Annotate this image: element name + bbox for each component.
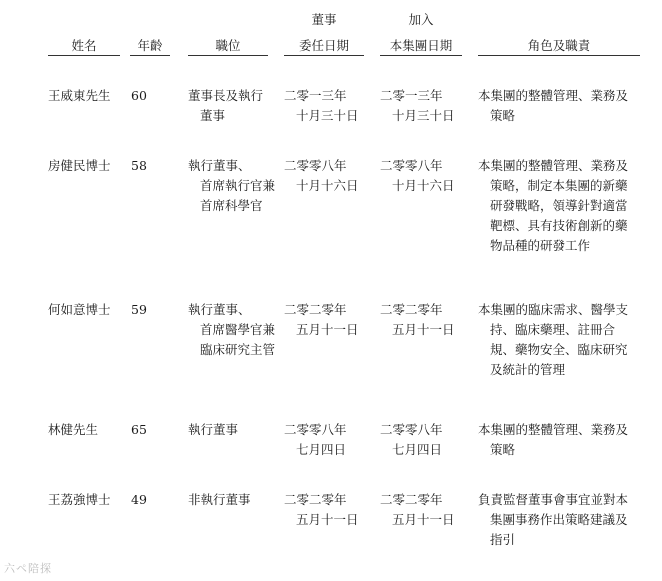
row-5-appoint-line: 五月十一日 [296,512,359,527]
header-rule-roles [478,55,640,56]
row-2-appoint [284,156,359,196]
header-rule-position [188,55,268,56]
row-4-age: 65 [131,422,147,437]
header-name: 姓名 [71,38,97,53]
row-1-roles-line: 本集團的整體管理、業務及 [478,88,629,103]
row-1-join [380,86,455,126]
row-1-roles [478,86,628,126]
header-roles: 角色及職責 [527,38,591,53]
header-rule-join [380,55,462,56]
row-3-roles-line: 持、臨床藥理、註冊合 [490,322,616,337]
row-2-join [380,156,455,196]
row-3-roles [478,300,628,380]
row-4-appoint-line: 七月四日 [296,442,347,457]
row-3-position [188,300,275,360]
row-4-join [380,420,443,460]
row-3-appoint-line: 二零二零年 [284,302,347,317]
watermark-logo: 六ペ陪探 [4,562,52,575]
row-2-roles-line: 策略，制定本集團的新藥 [490,178,628,193]
row-3-appoint [284,300,359,340]
header-appoint-line1: 董事 [311,12,337,27]
row-4-roles [478,420,628,460]
row-2-position-line: 首席科學官 [200,198,263,213]
row-1-appoint-line: 二零一三年 [284,88,347,103]
row-5-roles [478,490,628,550]
row-1-join-line: 十月三十日 [392,108,455,123]
row-3-appoint-line: 五月十一日 [296,322,359,337]
header-position: 職位 [215,38,241,53]
row-1-appoint [284,86,359,126]
row-3-roles-line: 本集團的臨床需求、醫學支 [478,302,629,317]
row-2-roles-line: 研發戰略，領導針對適當 [490,198,628,213]
row-1-name: 王威東先生 [48,88,111,103]
row-4-name: 林健先生 [48,422,99,437]
header-rule-name [48,55,120,56]
row-5-roles-line: 指引 [490,532,516,547]
header-appoint-line2: 委任日期 [298,38,349,53]
row-3-roles-line: 規、藥物安全、臨床研究 [490,342,628,357]
row-5-name: 王荔強博士 [48,492,111,507]
row-2-roles-line: 靶標、具有技術創新的藥 [490,218,628,233]
row-2-position-line: 執行董事、 [188,158,251,173]
row-2-name: 房健民博士 [48,158,111,173]
row-3-join-line: 五月十一日 [392,322,455,337]
header-age: 年齡 [137,38,163,53]
row-5-position-line: 非執行董事 [188,492,251,507]
row-1-age: 60 [131,88,147,103]
row-2-appoint-line: 十月十六日 [296,178,359,193]
row-1-position-line: 董事長及執行 [188,88,264,103]
row-5-appoint-line: 二零二零年 [284,492,347,507]
row-2-join-line: 二零零八年 [380,158,443,173]
row-2-appoint-line: 二零零八年 [284,158,347,173]
row-3-name: 何如意博士 [48,302,111,317]
row-5-join-line: 二零二零年 [380,492,443,507]
row-3-position-line: 執行董事、 [188,302,251,317]
row-2-join-line: 十月十六日 [392,178,455,193]
row-5-join-line: 五月十一日 [392,512,455,527]
row-2-position-line: 首席執行官兼 [200,178,276,193]
row-5-roles-line: 負責監督董事會事宜並對本 [478,492,629,507]
header-join-line2: 本集團日期 [389,38,453,53]
row-3-join [380,300,455,340]
row-3-age: 59 [131,302,147,317]
row-5-position [188,490,251,510]
row-4-appoint [284,420,347,460]
row-1-join-line: 二零一三年 [380,88,443,103]
row-1-position-line: 董事 [200,108,226,123]
row-4-join-line: 二零零八年 [380,422,443,437]
row-2-age: 58 [131,158,147,173]
row-3-roles-line: 及統計的管理 [490,362,566,377]
row-5-age: 49 [131,492,147,507]
row-4-join-line: 七月四日 [392,442,443,457]
row-1-position [188,86,263,126]
row-5-appoint [284,490,359,530]
row-4-position [188,420,238,440]
row-2-position [188,156,275,216]
row-3-position-line: 臨床研究主管 [200,342,276,357]
row-3-position-line: 首席醫學官兼 [200,322,276,337]
row-1-roles-line: 策略 [490,108,516,123]
row-4-position-line: 執行董事 [188,422,239,437]
header-join-line1: 加入 [408,12,434,27]
row-2-roles-line: 物品種的研發工作 [490,238,591,253]
row-2-roles [478,156,628,256]
header-rule-age [130,55,170,56]
row-4-roles-line: 策略 [490,442,516,457]
row-3-join-line: 二零二零年 [380,302,443,317]
row-2-roles-line: 本集團的整體管理、業務及 [478,158,629,173]
row-5-join [380,490,455,530]
row-4-appoint-line: 二零零八年 [284,422,347,437]
header-rule-appoint [284,55,364,56]
row-4-roles-line: 本集團的整體管理、業務及 [478,422,629,437]
row-5-roles-line: 集團事務作出策略建議及 [490,512,628,527]
row-1-appoint-line: 十月三十日 [296,108,359,123]
